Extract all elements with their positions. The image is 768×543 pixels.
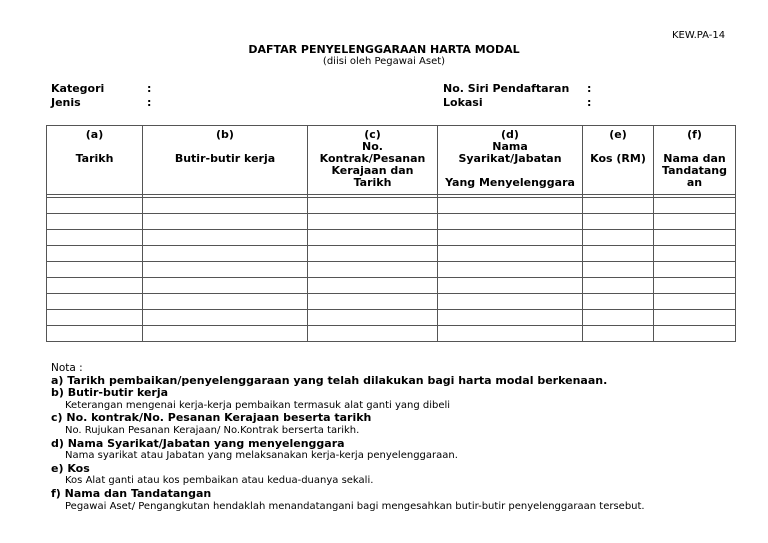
table-cell <box>438 246 583 262</box>
table-cell <box>438 262 583 278</box>
maintenance-table <box>46 125 736 342</box>
column-name-line: Butir-butir kerja <box>174 152 276 165</box>
table-cell <box>308 246 438 262</box>
table-row <box>47 262 736 278</box>
notes-intro: Nota : <box>51 362 83 374</box>
table-cell <box>47 326 143 342</box>
table-cell <box>47 214 143 230</box>
table-cell <box>143 230 308 246</box>
field-colon-kategori: : <box>147 82 152 95</box>
note-c-heading: c) No. kontrak/No. Pesanan Kerajaan beserta tarikh <box>51 411 372 425</box>
table-cell <box>143 326 308 342</box>
table-cell <box>438 294 583 310</box>
column-header-syarikat <box>438 126 583 195</box>
note-d-heading: d) Nama Syarikat/Jabatan yang menyelenggara <box>51 436 345 450</box>
table-cell <box>654 198 736 214</box>
table-row <box>47 230 736 246</box>
column-name-line: Nama <box>492 140 528 153</box>
page-title: DAFTAR PENYELENGGARAAN HARTA MODAL <box>248 43 520 56</box>
table-cell <box>47 310 143 326</box>
page-subtitle: (diisi oleh Pegawai Aset) <box>322 56 446 67</box>
column-letter: (e) <box>609 128 627 141</box>
table-cell <box>654 230 736 246</box>
field-colon-jenis: : <box>147 96 152 109</box>
field-colon-no-siri: : <box>587 82 592 95</box>
note-b-heading: b) Butir-butir kerja <box>51 386 169 400</box>
table-cell <box>583 230 654 246</box>
column-letter: (a) <box>85 128 104 141</box>
table-cell <box>143 214 308 230</box>
table-cell <box>143 278 308 294</box>
table-row <box>47 278 736 294</box>
table-row <box>47 214 736 230</box>
table-cell <box>583 294 654 310</box>
table-cell <box>143 246 308 262</box>
table-cell <box>438 214 583 230</box>
note-f-detail: Pegawai Aset/ Pengangkutan hendaklah menandatangani bagi mengesahkan butir-butir penyelenggaraan tersebut. <box>65 500 645 512</box>
note-a-heading: a) Tarikh pembaikan/penyelenggaraan yang telah dilakukan bagi harta modal berkenaan. <box>51 373 608 387</box>
notes-section <box>51 362 751 513</box>
field-colon-lokasi: : <box>587 96 592 109</box>
table-cell <box>47 294 143 310</box>
column-letter: (b) <box>216 128 234 141</box>
table-cell <box>143 294 308 310</box>
table-cell <box>438 326 583 342</box>
field-label-jenis: Jenis <box>51 96 81 109</box>
column-name-line: Yang Menyelenggara <box>445 176 575 189</box>
table-cell <box>654 294 736 310</box>
column-letter: (d) <box>501 128 519 141</box>
table-body <box>47 195 736 342</box>
table-cell <box>308 294 438 310</box>
table-cell <box>47 230 143 246</box>
note-f-heading: f) Nama dan Tandatangan <box>51 486 212 500</box>
column-letter: (c) <box>364 128 381 141</box>
table-cell <box>583 262 654 278</box>
column-header-butir-kerja <box>143 126 308 195</box>
table-cell <box>654 262 736 278</box>
column-name-line: Kerajaan dan <box>331 164 414 177</box>
table-cell <box>143 262 308 278</box>
column-name-line: Nama dan <box>663 152 726 165</box>
table-cell <box>654 278 736 294</box>
table-cell <box>583 278 654 294</box>
form-code: KEW.PA-14 <box>672 30 726 41</box>
table-cell <box>308 310 438 326</box>
table-cell <box>308 278 438 294</box>
column-header-kos <box>583 126 654 195</box>
table-cell <box>438 230 583 246</box>
column-name-line: Tandatang <box>661 164 728 177</box>
table-cell <box>654 214 736 230</box>
column-letter: (f) <box>687 128 702 141</box>
table-cell <box>47 198 143 214</box>
table-row <box>47 198 736 214</box>
table-cell <box>654 326 736 342</box>
column-name-line: Kontrak/Pesanan <box>319 152 426 165</box>
table-row <box>47 294 736 310</box>
table-cell <box>583 310 654 326</box>
column-name-line: Tarikh <box>353 176 392 189</box>
table-cell <box>583 326 654 342</box>
note-b-detail: Keterangan mengenai kerja-kerja pembaikan termasuk alat ganti yang dibeli <box>65 399 451 411</box>
table-cell <box>438 310 583 326</box>
column-name-line: Tarikh <box>75 152 114 165</box>
field-label-kategori: Kategori <box>51 82 105 95</box>
table-cell <box>438 278 583 294</box>
column-name-line: No. <box>362 140 383 153</box>
table-cell <box>47 278 143 294</box>
table-cell <box>583 198 654 214</box>
field-label-lokasi: Lokasi <box>443 96 483 109</box>
column-name-line: Syarikat/Jabatan <box>458 152 562 165</box>
table-cell <box>143 198 308 214</box>
table-cell <box>308 198 438 214</box>
field-label-no-siri: No. Siri Pendaftaran <box>443 82 570 95</box>
table-row <box>47 246 736 262</box>
table-header-row <box>47 126 736 195</box>
note-e-heading: e) Kos <box>51 461 90 475</box>
table-cell <box>654 310 736 326</box>
table-cell <box>308 214 438 230</box>
column-name-line: Kos (RM) <box>590 152 646 165</box>
table-cell <box>583 214 654 230</box>
table-cell <box>47 246 143 262</box>
column-name-line: an <box>686 176 703 189</box>
table-cell <box>308 326 438 342</box>
column-header-tarikh <box>47 126 143 195</box>
note-c-detail: No. Rujukan Pesanan Kerajaan/ No.Kontrak berserta tarikh. <box>65 424 360 436</box>
table-cell <box>143 310 308 326</box>
table-cell <box>308 230 438 246</box>
table-row <box>47 326 736 342</box>
table-cell <box>583 246 654 262</box>
table-cell <box>654 246 736 262</box>
column-header-kontrak <box>308 126 438 195</box>
note-d-detail: Nama syarikat atau Jabatan yang melaksanakan kerja-kerja penyelenggaraan. <box>65 450 458 462</box>
table-cell <box>438 198 583 214</box>
column-header-tandatangan <box>654 126 736 195</box>
table-cell <box>308 262 438 278</box>
note-e-detail: Kos Alat ganti atau kos pembaikan atau kedua-duanya sekali. <box>65 475 374 487</box>
table-row <box>47 310 736 326</box>
table-cell <box>47 262 143 278</box>
